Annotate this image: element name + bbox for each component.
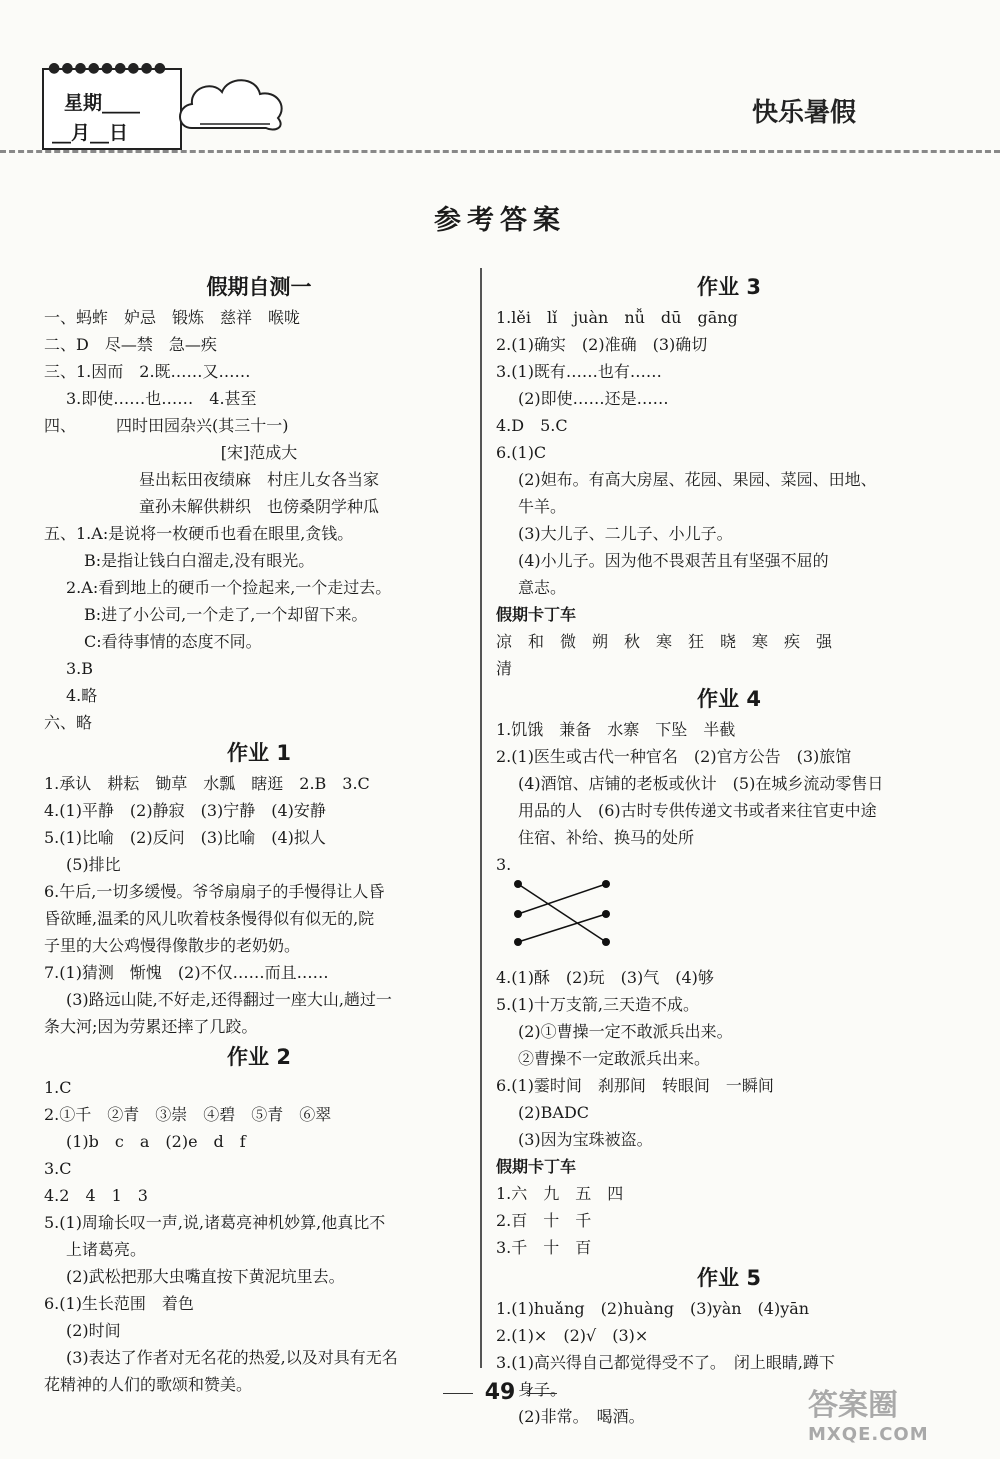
section-heading: 作业 3	[697, 275, 761, 299]
answer-line: (3)表达了作者对无名花的热爱,以及对具有无名	[66, 1348, 398, 1367]
logo-text: 快乐暑假	[752, 98, 857, 128]
answer-line: (4)酒馆、店铺的老板或伙计 (5)在城乡流动零售日	[518, 774, 884, 793]
answer-line: 2.(1)确实 (2)准确 (3)确切	[496, 335, 708, 354]
answer-line: 2.(1)医生或古代一种官名 (2)官方公告 (3)旅馆	[496, 747, 852, 766]
section-heading: 作业 5	[697, 1266, 761, 1290]
answer-line: 4.(1)平静 (2)静寂 (3)宁静 (4)安静	[44, 801, 326, 820]
cloud-icon	[178, 72, 288, 138]
answer-line: 2.①千 ②青 ③崇 ④碧 ⑤青 ⑥翠	[44, 1105, 332, 1124]
answer-line: 清	[496, 659, 513, 678]
answer-line: 4.略	[66, 686, 98, 705]
answer-line: (2)BADC	[518, 1103, 590, 1122]
month-label: 月	[71, 122, 91, 144]
page-number: 49	[484, 1380, 516, 1405]
answer-line: (2)武松把那大虫嘴直按下黄泥坑里去。	[66, 1267, 345, 1286]
poem-author: [宋]范成大	[220, 443, 298, 462]
answer-line: (5)排比	[66, 855, 121, 874]
answer-line: 3.千 十 百	[496, 1238, 592, 1257]
answer-line: 用品的人 (6)古时专供传递文书或者来往官吏中途	[518, 801, 877, 820]
answer-line: 3.B	[66, 659, 94, 678]
answer-line: 5.(1)比喻 (2)反问 (3)比喻 (4)拟人	[44, 828, 326, 847]
answer-line: 5.(1)周瑜长叹一声,说,诸葛亮神机妙算,他真比不	[44, 1213, 386, 1232]
answer-line: (3)路远山陡,不好走,还得翻过一座大山,趟过一	[66, 990, 392, 1009]
answer-line: 1.lěi lǐ juàn nǚ dū gāng	[496, 308, 738, 327]
answer-line: 一、蚂蚱 妒忌 锻炼 慈祥 喉咙	[44, 308, 301, 327]
answer-line: 3.(1)高兴得自己都觉得受不了。 闭上眼睛,蹲下	[496, 1353, 836, 1372]
section-heading: 作业 2	[227, 1045, 291, 1069]
poem-title: 四、 四时田园杂兴(其三十一)	[44, 416, 289, 435]
answer-line: 4.2 4 1 3	[44, 1186, 148, 1205]
answer-line: 昏欲睡,温柔的风儿吹着枝条慢得似有似无的,院	[44, 909, 375, 928]
answer-line: 4.D 5.C	[496, 416, 568, 435]
answer-line: 1.六 九 五 四	[496, 1184, 624, 1203]
section-heading: 作业 1	[227, 741, 291, 765]
answer-line: B:是指让钱白白溜走,没有眼光。	[84, 551, 315, 570]
answer-line: 3.(1)既有……也有……	[496, 362, 662, 381]
answer-line: (2)妲布。有高大房屋、花园、果园、菜园、田地、	[518, 470, 877, 489]
answer-line: 2.A:看到地上的硬币一个捡起来,一个走过去。	[66, 578, 392, 597]
right-column	[496, 270, 962, 1430]
header-rule	[0, 150, 1000, 153]
answer-line: (3)因为宝珠被盗。	[518, 1130, 653, 1149]
answer-line: (3)大儿子、二儿子、小儿子。	[518, 524, 733, 543]
answer-line: B:进了小公司,一个走了,一个却留下来。	[84, 605, 368, 624]
watermark	[808, 1380, 988, 1450]
answer-line: 三、1.因而 2.既……又……	[44, 362, 251, 381]
answer-line: 7.(1)猜测 惭愧 (2)不仅……而且……	[44, 963, 329, 982]
answer-line: 花精神的人们的歌颂和赞美。	[44, 1375, 253, 1394]
answer-line: 6.(1)C	[496, 443, 547, 462]
answer-line: 上诸葛亮。	[66, 1240, 147, 1259]
subsection-label: 假期卡丁车	[496, 605, 577, 624]
matching-lines-figure	[510, 878, 630, 960]
answer-line: (2)即使……还是……	[518, 389, 669, 408]
answer-line: 条大河;因为劳累还摔了几跤。	[44, 1017, 258, 1036]
answer-line: 住宿、补给、换马的处所	[518, 828, 695, 847]
answer-line: 1.饥饿 兼备 水寨 下坠 半截	[496, 720, 736, 739]
answer-line: C:看待事情的态度不同。	[84, 632, 262, 651]
answer-line: 凉 和 微 朔 秋 寒 狂 晓 寒 疾 强	[496, 632, 833, 651]
section-heading: 作业 4	[697, 687, 761, 711]
watermark-main: 答案圈	[808, 1388, 898, 1423]
answer-line: 2.(1)× (2)√ (3)×	[496, 1326, 649, 1345]
answer-line: 牛羊。	[518, 497, 567, 516]
poem-line: 昼出耘田夜绩麻 村庄儿女各当家	[138, 470, 379, 489]
answer-line: 4.(1)酥 (2)玩 (3)气 (4)够	[496, 968, 714, 987]
answer-line: 子里的大公鸡慢得像散步的老奶奶。	[44, 936, 301, 955]
weekday-line: 星期____	[64, 92, 141, 114]
section-heading: 假期自测一	[206, 275, 312, 299]
answer-line: (2)非常。 喝酒。	[518, 1407, 645, 1426]
answer-line: (2)①曹操一定不敢派兵出来。	[518, 1022, 733, 1041]
answer-line: 五、1.A:是说将一枚硬币也看在眼里,贪钱。	[44, 524, 354, 543]
date-line: __月__日	[52, 122, 129, 144]
answer-line: 6.(1)霎时间 刹那间 转眼间 一瞬间	[496, 1076, 774, 1095]
answer-line: ②曹操不一定敢派兵出来。	[518, 1049, 711, 1068]
left-column	[44, 270, 474, 1398]
answer-line: 3.	[496, 855, 512, 874]
answer-line: 6.(1)生长范围 着色	[44, 1294, 194, 1313]
answer-line: (1)b c a (2)e d f	[66, 1132, 246, 1151]
answer-line: 1.C	[44, 1078, 72, 1097]
answer-line: 二、D 尽—禁 急—疾	[44, 335, 217, 354]
answer-line: 1.(1)huǎng (2)huàng (3)yàn (4)yān	[496, 1299, 810, 1318]
answer-line: 5.(1)十万支箭,三天造不成。	[496, 995, 700, 1014]
page-title: 参考答案	[434, 205, 566, 236]
calendar-rings-icon: ●●●●●●●●●	[48, 60, 167, 76]
subsection-label: 假期卡丁车	[496, 1157, 577, 1176]
answer-line: 6.午后,一切多缓慢。爷爷扇扇子的手慢得让人昏	[44, 882, 385, 901]
answer-line: 2.百 十 千	[496, 1211, 592, 1230]
answer-line: (2)时间	[66, 1321, 121, 1340]
page-number-dash	[443, 1393, 473, 1394]
day-label: 日	[109, 122, 129, 144]
poem-line: 童孙未解供耕织 也傍桑阴学种瓜	[138, 497, 379, 516]
answer-line: 1.承认 耕耘 锄草 水瓢 瞎逛 2.B 3.C	[44, 774, 370, 793]
page-header	[0, 0, 1000, 160]
column-divider	[480, 268, 482, 1368]
answer-line: (4)小儿子。因为他不畏艰苦且有坚强不屈的	[518, 551, 829, 570]
answer-line: 意志。	[518, 578, 567, 597]
watermark-sub: MXQE.COM	[808, 1424, 929, 1445]
answer-line: 身子。	[518, 1380, 567, 1399]
weekday-label: 星期	[64, 92, 103, 114]
answer-line: 3.C	[44, 1159, 72, 1178]
answer-line: 3.即使……也…… 4.甚至	[66, 389, 257, 408]
answer-line: 六、略	[44, 713, 93, 732]
calendar-box	[42, 60, 182, 150]
page-number-dash	[527, 1393, 557, 1394]
